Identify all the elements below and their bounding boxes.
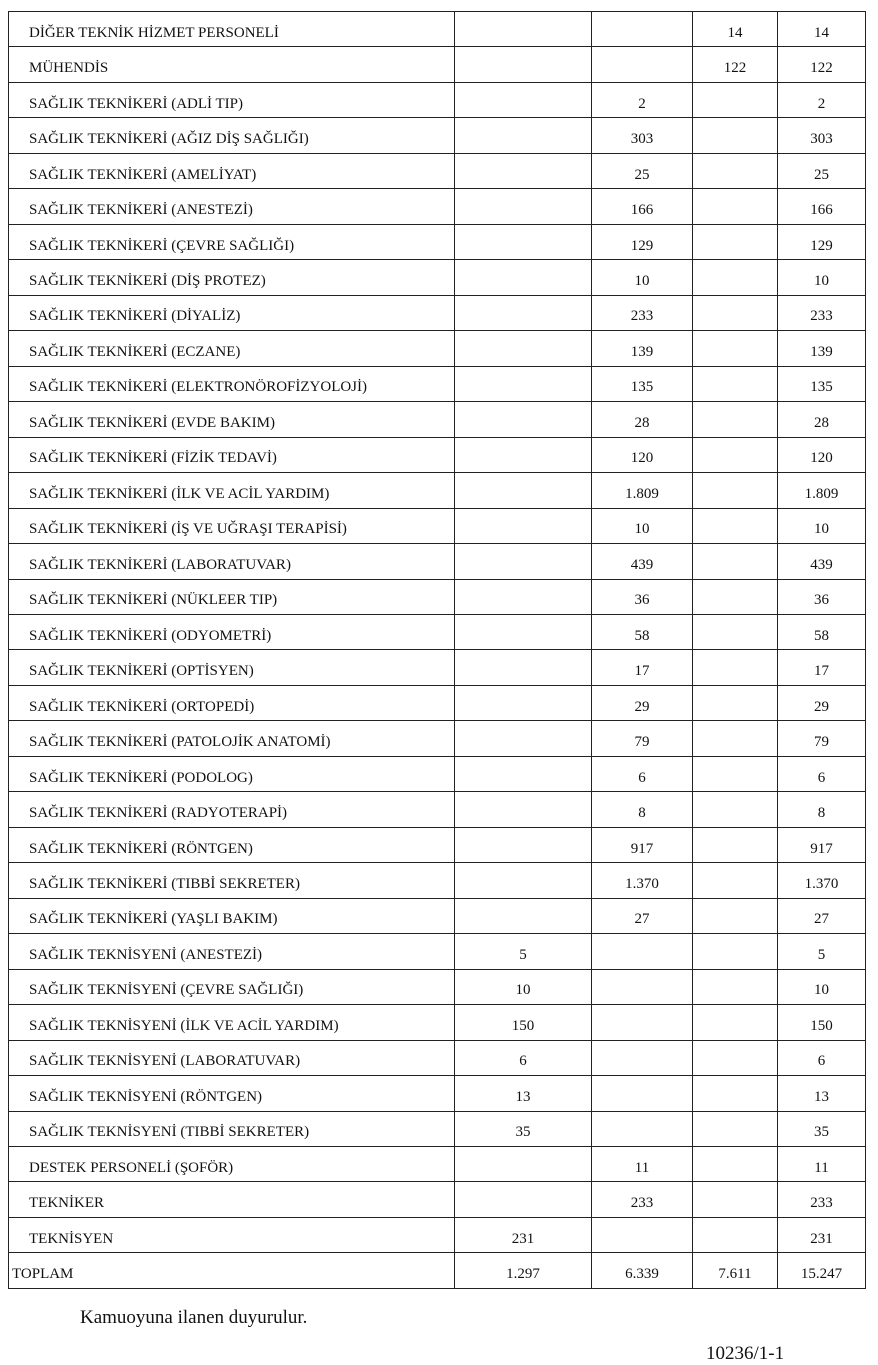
quota-column-3-cell <box>693 437 778 472</box>
row-total-cell: 233 <box>778 1182 866 1217</box>
quota-column-1-cell <box>455 827 592 862</box>
position-title-cell: SAĞLIK TEKNİKERİ (ÇEVRE SAĞLIĞI) <box>9 224 455 259</box>
closing-note: Kamuoyuna ilanen duyurulur. <box>80 1307 308 1328</box>
quota-column-2-cell <box>592 1217 693 1252</box>
quota-column-1-cell <box>455 508 592 543</box>
table-row <box>9 295 866 330</box>
table-row <box>9 82 866 117</box>
row-total-cell: 79 <box>778 721 866 756</box>
row-total-cell: 6 <box>778 1040 866 1075</box>
position-title-cell: SAĞLIK TEKNİSYENİ (İLK VE ACİL YARDIM) <box>9 1005 455 1040</box>
position-title-cell: SAĞLIK TEKNİKERİ (OPTİSYEN) <box>9 650 455 685</box>
row-total-cell: 120 <box>778 437 866 472</box>
quota-column-2-cell: 27 <box>592 898 693 933</box>
row-total-cell: 231 <box>778 1217 866 1252</box>
quota-column-1-cell <box>455 260 592 295</box>
quota-column-2-cell: 1.809 <box>592 473 693 508</box>
position-title-cell: SAĞLIK TEKNİKERİ (RÖNTGEN) <box>9 827 455 862</box>
reference-number: 10236/1-1 <box>706 1343 785 1364</box>
quota-column-2-cell: 139 <box>592 331 693 366</box>
row-total-cell: 5 <box>778 934 866 969</box>
quota-column-2-cell <box>592 12 693 47</box>
table-row <box>9 331 866 366</box>
row-total-cell: 6 <box>778 756 866 791</box>
position-title-cell: SAĞLIK TEKNİKERİ (ECZANE) <box>9 331 455 366</box>
row-total-cell: 2 <box>778 82 866 117</box>
table-row <box>9 614 866 649</box>
row-total-cell: 233 <box>778 295 866 330</box>
quota-column-3-cell <box>693 260 778 295</box>
quota-column-3-cell <box>693 863 778 898</box>
table-row <box>9 792 866 827</box>
table-row <box>9 1040 866 1075</box>
quota-column-2-cell: 6 <box>592 756 693 791</box>
quota-column-1-cell: 10 <box>455 969 592 1004</box>
quota-column-3-cell <box>693 295 778 330</box>
quota-column-1-cell <box>455 792 592 827</box>
row-total-cell: 917 <box>778 827 866 862</box>
table-row <box>9 118 866 153</box>
quota-column-3-cell <box>693 1005 778 1040</box>
quota-column-2-cell: 36 <box>592 579 693 614</box>
table-row <box>9 224 866 259</box>
table-row <box>9 437 866 472</box>
position-title-cell: SAĞLIK TEKNİKERİ (AĞIZ DİŞ SAĞLIĞI) <box>9 118 455 153</box>
quota-column-2-cell: 233 <box>592 295 693 330</box>
table-row <box>9 1111 866 1146</box>
position-title-cell: SAĞLIK TEKNİKERİ (PATOLOJİK ANATOMİ) <box>9 721 455 756</box>
position-title-cell: TEKNİKER <box>9 1182 455 1217</box>
table-row <box>9 47 866 82</box>
position-title-cell: SAĞLIK TEKNİKERİ (LABORATUVAR) <box>9 544 455 579</box>
quota-column-3-cell <box>693 969 778 1004</box>
table-row <box>9 721 866 756</box>
quota-column-2-cell: 28 <box>592 402 693 437</box>
quota-column-2-cell: 166 <box>592 189 693 224</box>
row-total-cell: 129 <box>778 224 866 259</box>
quota-column-2-cell <box>592 1005 693 1040</box>
position-title-cell: SAĞLIK TEKNİSYENİ (LABORATUVAR) <box>9 1040 455 1075</box>
position-title-cell: SAĞLIK TEKNİKERİ (NÜKLEER TIP) <box>9 579 455 614</box>
quota-column-1-cell <box>455 153 592 188</box>
position-title-cell: SAĞLIK TEKNİKERİ (DİŞ PROTEZ) <box>9 260 455 295</box>
quota-column-1-cell <box>455 12 592 47</box>
quota-column-1-cell <box>455 118 592 153</box>
quota-column-1-cell: 5 <box>455 934 592 969</box>
row-total-cell: 10 <box>778 969 866 1004</box>
row-total-cell: 150 <box>778 1005 866 1040</box>
quota-column-3-cell <box>693 1040 778 1075</box>
table-row <box>9 650 866 685</box>
position-title-cell: SAĞLIK TEKNİKERİ (FİZİK TEDAVİ) <box>9 437 455 472</box>
total-row <box>9 1253 866 1288</box>
quota-column-1-cell: 13 <box>455 1076 592 1111</box>
quota-column-1-cell <box>455 402 592 437</box>
row-total-cell: 36 <box>778 579 866 614</box>
quota-column-2-cell: 11 <box>592 1147 693 1182</box>
position-title-cell: SAĞLIK TEKNİKERİ (RADYOTERAPİ) <box>9 792 455 827</box>
quota-column-3-cell <box>693 1147 778 1182</box>
table-row <box>9 1147 866 1182</box>
row-total-cell: 1.370 <box>778 863 866 898</box>
position-title-cell: SAĞLIK TEKNİSYENİ (ÇEVRE SAĞLIĞI) <box>9 969 455 1004</box>
quota-column-1-cell: 1.297 <box>455 1253 592 1288</box>
row-total-cell: 27 <box>778 898 866 933</box>
table-row <box>9 508 866 543</box>
quota-column-1-cell <box>455 189 592 224</box>
quota-column-2-cell: 58 <box>592 614 693 649</box>
row-total-cell: 13 <box>778 1076 866 1111</box>
position-title-cell: SAĞLIK TEKNİKERİ (DİYALİZ) <box>9 295 455 330</box>
table-row <box>9 260 866 295</box>
quota-column-1-cell <box>455 685 592 720</box>
row-total-cell: 139 <box>778 331 866 366</box>
table-row <box>9 189 866 224</box>
quota-column-1-cell <box>455 579 592 614</box>
position-title-cell: DESTEK PERSONELİ (ŞOFÖR) <box>9 1147 455 1182</box>
table-body <box>9 12 866 1289</box>
position-title-cell: SAĞLIK TEKNİKERİ (ORTOPEDİ) <box>9 685 455 720</box>
quota-column-2-cell <box>592 1040 693 1075</box>
quota-column-2-cell <box>592 969 693 1004</box>
quota-column-3-cell <box>693 650 778 685</box>
quota-column-2-cell: 129 <box>592 224 693 259</box>
quota-column-1-cell <box>455 1147 592 1182</box>
quota-column-3-cell <box>693 934 778 969</box>
quota-column-1-cell <box>455 82 592 117</box>
position-title-cell: SAĞLIK TEKNİKERİ (İLK VE ACİL YARDIM) <box>9 473 455 508</box>
position-title-cell: SAĞLIK TEKNİSYENİ (ANESTEZİ) <box>9 934 455 969</box>
row-total-cell: 17 <box>778 650 866 685</box>
quota-column-2-cell: 6.339 <box>592 1253 693 1288</box>
quota-column-3-cell <box>693 366 778 401</box>
row-total-cell: 58 <box>778 614 866 649</box>
quota-column-3-cell <box>693 827 778 862</box>
quota-column-1-cell: 231 <box>455 1217 592 1252</box>
table-row <box>9 863 866 898</box>
quota-column-3-cell <box>693 153 778 188</box>
quota-column-2-cell: 17 <box>592 650 693 685</box>
quota-column-3-cell: 7.611 <box>693 1253 778 1288</box>
quota-column-1-cell <box>455 47 592 82</box>
row-total-cell: 14 <box>778 12 866 47</box>
quota-column-3-cell <box>693 1076 778 1111</box>
position-title-cell: SAĞLIK TEKNİSYENİ (RÖNTGEN) <box>9 1076 455 1111</box>
quota-column-3-cell <box>693 685 778 720</box>
quota-column-3-cell <box>693 473 778 508</box>
quota-column-1-cell <box>455 366 592 401</box>
table-row <box>9 1076 866 1111</box>
row-total-cell: 10 <box>778 260 866 295</box>
row-total-cell: 35 <box>778 1111 866 1146</box>
quota-column-2-cell: 1.370 <box>592 863 693 898</box>
quota-column-3-cell <box>693 1217 778 1252</box>
quota-column-3-cell <box>693 544 778 579</box>
table-row <box>9 685 866 720</box>
position-title-cell: SAĞLIK TEKNİKERİ (EVDE BAKIM) <box>9 402 455 437</box>
quota-column-1-cell <box>455 650 592 685</box>
table-row <box>9 898 866 933</box>
row-total-cell: 135 <box>778 366 866 401</box>
quota-column-2-cell: 29 <box>592 685 693 720</box>
quota-column-1-cell <box>455 614 592 649</box>
quota-column-2-cell <box>592 47 693 82</box>
table-row <box>9 473 866 508</box>
quota-column-3-cell: 122 <box>693 47 778 82</box>
row-total-cell: 122 <box>778 47 866 82</box>
quota-column-1-cell: 150 <box>455 1005 592 1040</box>
quota-column-1-cell <box>455 721 592 756</box>
quota-column-2-cell: 135 <box>592 366 693 401</box>
quota-column-1-cell: 35 <box>455 1111 592 1146</box>
table-row <box>9 1005 866 1040</box>
quota-column-1-cell <box>455 295 592 330</box>
row-total-cell: 439 <box>778 544 866 579</box>
quota-column-2-cell: 120 <box>592 437 693 472</box>
position-title-cell: SAĞLIK TEKNİKERİ (PODOLOG) <box>9 756 455 791</box>
quota-column-3-cell <box>693 1111 778 1146</box>
quota-column-1-cell: 6 <box>455 1040 592 1075</box>
row-total-cell: 166 <box>778 189 866 224</box>
quota-column-3-cell <box>693 82 778 117</box>
quota-column-2-cell: 79 <box>592 721 693 756</box>
position-title-cell: TEKNİSYEN <box>9 1217 455 1252</box>
position-title-cell: SAĞLIK TEKNİKERİ (ELEKTRONÖROFİZYOLOJİ) <box>9 366 455 401</box>
quota-column-3-cell <box>693 508 778 543</box>
staffing-table <box>8 11 866 1289</box>
position-title-cell: SAĞLIK TEKNİSYENİ (TIBBİ SEKRETER) <box>9 1111 455 1146</box>
position-title-cell: SAĞLIK TEKNİKERİ (ODYOMETRİ) <box>9 614 455 649</box>
quota-column-3-cell <box>693 118 778 153</box>
quota-column-2-cell: 10 <box>592 508 693 543</box>
quota-column-2-cell: 10 <box>592 260 693 295</box>
quota-column-1-cell <box>455 1182 592 1217</box>
table-row <box>9 934 866 969</box>
quota-column-3-cell <box>693 331 778 366</box>
row-total-cell: 1.809 <box>778 473 866 508</box>
table-row <box>9 12 866 47</box>
quota-column-1-cell <box>455 863 592 898</box>
row-total-cell: 8 <box>778 792 866 827</box>
quota-column-2-cell: 303 <box>592 118 693 153</box>
quota-column-1-cell <box>455 473 592 508</box>
quota-column-3-cell: 14 <box>693 12 778 47</box>
row-total-cell: 25 <box>778 153 866 188</box>
table-row <box>9 579 866 614</box>
quota-column-2-cell: 439 <box>592 544 693 579</box>
quota-column-3-cell <box>693 402 778 437</box>
quota-column-2-cell: 2 <box>592 82 693 117</box>
quota-column-3-cell <box>693 189 778 224</box>
table-row <box>9 402 866 437</box>
table-row <box>9 827 866 862</box>
quota-column-3-cell <box>693 898 778 933</box>
table-row <box>9 756 866 791</box>
quota-column-1-cell <box>455 331 592 366</box>
quota-column-2-cell: 233 <box>592 1182 693 1217</box>
position-title-cell: DİĞER TEKNİK HİZMET PERSONELİ <box>9 12 455 47</box>
quota-column-2-cell <box>592 1111 693 1146</box>
row-total-cell: 10 <box>778 508 866 543</box>
row-total-cell: 29 <box>778 685 866 720</box>
position-title-cell: TOPLAM <box>9 1253 455 1288</box>
row-total-cell: 15.247 <box>778 1253 866 1288</box>
quota-column-2-cell <box>592 1076 693 1111</box>
quota-column-1-cell <box>455 437 592 472</box>
row-total-cell: 28 <box>778 402 866 437</box>
table-row <box>9 1217 866 1252</box>
quota-column-1-cell <box>455 224 592 259</box>
table-row <box>9 366 866 401</box>
quota-column-2-cell: 8 <box>592 792 693 827</box>
table-row <box>9 1182 866 1217</box>
quota-column-3-cell <box>693 224 778 259</box>
table-row <box>9 969 866 1004</box>
row-total-cell: 303 <box>778 118 866 153</box>
quota-column-3-cell <box>693 614 778 649</box>
table-row <box>9 544 866 579</box>
position-title-cell: SAĞLIK TEKNİKERİ (YAŞLI BAKIM) <box>9 898 455 933</box>
position-title-cell: SAĞLIK TEKNİKERİ (ADLİ TIP) <box>9 82 455 117</box>
quota-column-3-cell <box>693 756 778 791</box>
quota-column-1-cell <box>455 756 592 791</box>
quota-column-3-cell <box>693 1182 778 1217</box>
quota-column-2-cell: 917 <box>592 827 693 862</box>
table-row <box>9 153 866 188</box>
position-title-cell: SAĞLIK TEKNİKERİ (AMELİYAT) <box>9 153 455 188</box>
quota-column-1-cell <box>455 544 592 579</box>
position-title-cell: SAĞLIK TEKNİKERİ (İŞ VE UĞRAŞI TERAPİSİ) <box>9 508 455 543</box>
position-title-cell: SAĞLIK TEKNİKERİ (ANESTEZİ) <box>9 189 455 224</box>
quota-column-3-cell <box>693 579 778 614</box>
quota-column-2-cell <box>592 934 693 969</box>
row-total-cell: 11 <box>778 1147 866 1182</box>
quota-column-3-cell <box>693 721 778 756</box>
quota-column-2-cell: 25 <box>592 153 693 188</box>
quota-column-3-cell <box>693 792 778 827</box>
position-title-cell: MÜHENDİS <box>9 47 455 82</box>
position-title-cell: SAĞLIK TEKNİKERİ (TIBBİ SEKRETER) <box>9 863 455 898</box>
quota-column-1-cell <box>455 898 592 933</box>
